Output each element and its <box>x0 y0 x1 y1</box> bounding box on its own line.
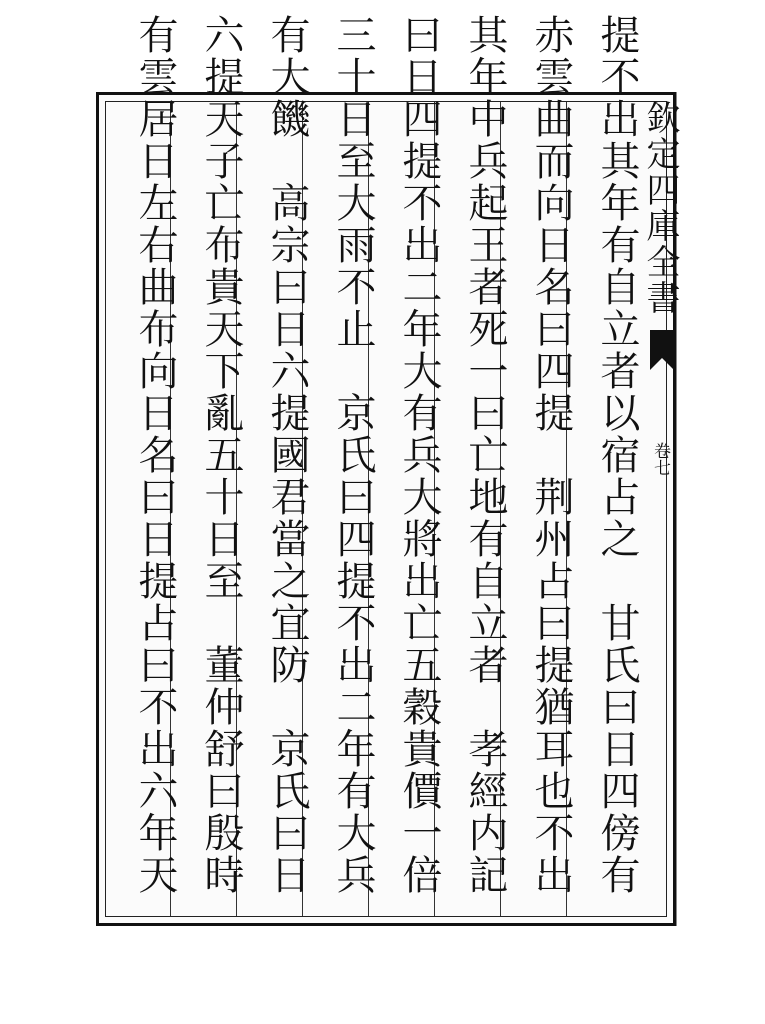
juan-label: 卷七 <box>650 442 670 476</box>
text-column-8: 有雲居日左右曲布向日名曰日提占曰不出六年天 <box>132 14 178 896</box>
text-column-6: 有大饑 高宗曰日六提國君當之宜防 京氏曰日 <box>264 14 310 896</box>
text-column-4: 曰日四提不出二年大有兵大將出亡五穀貴價一倍 <box>396 14 442 896</box>
text-column-5: 三十日至大雨不止 京氏曰四提不出二年有大兵 <box>330 14 376 896</box>
inner-frame <box>105 101 667 917</box>
text-column-2: 赤雲曲而向日名曰四提 荆州占曰提猶耳也不出 <box>528 14 574 896</box>
text-column-7: 六提天子亡布貴天下亂五十日至 董仲舒曰殷時 <box>198 14 244 896</box>
margin-book-title: 欽定四庫全書 <box>640 100 680 316</box>
text-column-3: 其年中兵起王者死一曰亡地有自立者 孝經内記 <box>462 14 508 896</box>
text-column-1: 提不出其年有自立者以宿占之 甘氏曰日四傍有 <box>594 14 640 896</box>
